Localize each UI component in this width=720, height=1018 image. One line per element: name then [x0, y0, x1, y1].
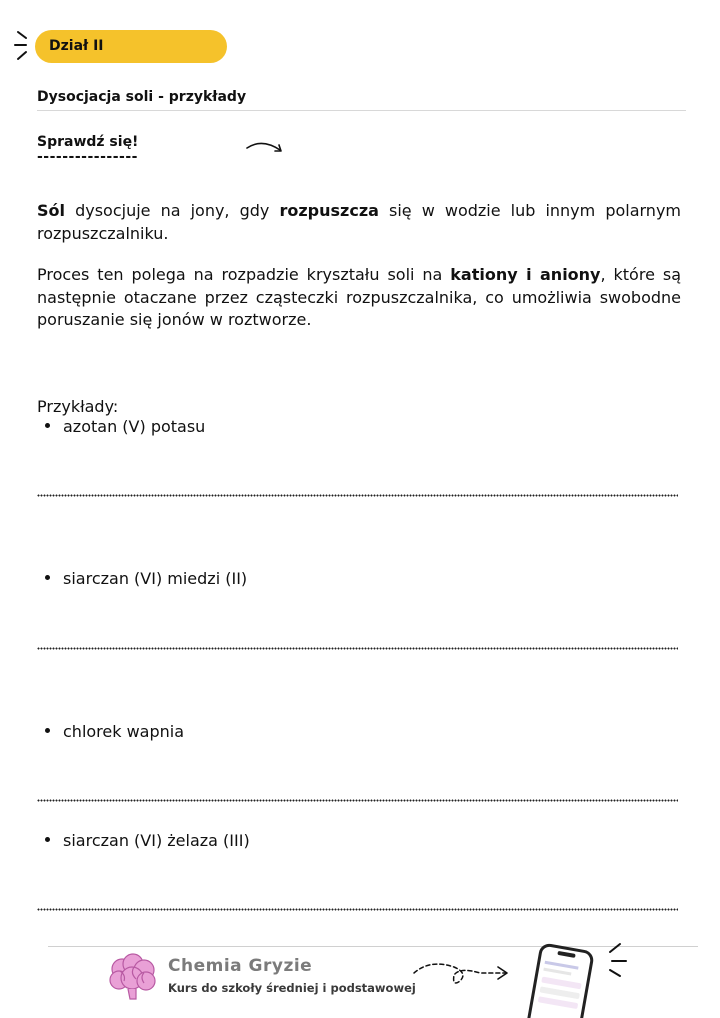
- curved-arrow-icon: [244, 138, 288, 158]
- brand-name: Chemia Gryzie: [168, 956, 313, 976]
- list-item-text: siarczan (VI) żelaza (III): [63, 831, 250, 850]
- brain-logo-icon: [106, 951, 158, 1003]
- paragraph1-text-1: dysocjuje na jony, gdy: [65, 201, 280, 220]
- check-yourself-underline: ----------------: [37, 149, 138, 165]
- bold-term-salt: Sól: [37, 201, 65, 220]
- sparkle-lines-icon: [12, 28, 34, 64]
- list-item: [45, 722, 184, 741]
- loop-arrow-icon: [410, 955, 510, 995]
- list-item: [45, 831, 250, 850]
- answer-line[interactable]: [37, 908, 678, 911]
- list-item: [45, 569, 247, 588]
- list-item-text: siarczan (VI) miedzi (II): [63, 569, 248, 588]
- bold-term-ions: kationy i aniony: [450, 265, 601, 284]
- bullet-dot: [45, 837, 50, 842]
- bullet-dot: [45, 423, 50, 428]
- sparkle-lines-icon: [604, 940, 630, 980]
- bold-term-dissolves: rozpuszcza: [279, 201, 379, 220]
- paragraph2-text-2: , które są następnie otaczane przez cząsteczki rozpuszczalnika, co umożliwia swobodne poruszanie się jonów w roztworze.: [37, 265, 681, 329]
- list-item-text: chlorek wapnia: [63, 722, 185, 741]
- header-divider: [37, 110, 686, 111]
- answer-line[interactable]: [37, 494, 678, 497]
- page-subtitle: Dysocjacja soli - przykłady: [37, 89, 247, 105]
- list-item-text: azotan (V) potasu: [63, 417, 206, 436]
- paragraph2-text-1: Proces ten polega na rozpadzie kryształu soli na: [37, 265, 451, 284]
- check-yourself-heading: Sprawdź się!: [37, 134, 139, 150]
- examples-label: Przykłady:: [37, 397, 119, 416]
- bullet-dot: [45, 575, 50, 580]
- brand-tagline: Kurs do szkoły średniej i podstawowej: [168, 981, 416, 995]
- bullet-dot: [45, 728, 50, 733]
- phone-mockup-icon: [520, 940, 604, 1018]
- answer-line[interactable]: [37, 799, 678, 802]
- paragraph-salt-dissociation: [37, 200, 681, 245]
- section-badge: [35, 30, 227, 63]
- paragraph1-text-2: się w wodzie lub innym polarnym rozpuszczalniku.: [37, 201, 682, 243]
- list-item: [45, 417, 205, 436]
- section-badge-label: Dział II: [49, 38, 104, 54]
- answer-line[interactable]: [37, 647, 678, 650]
- paragraph-process: [37, 264, 681, 332]
